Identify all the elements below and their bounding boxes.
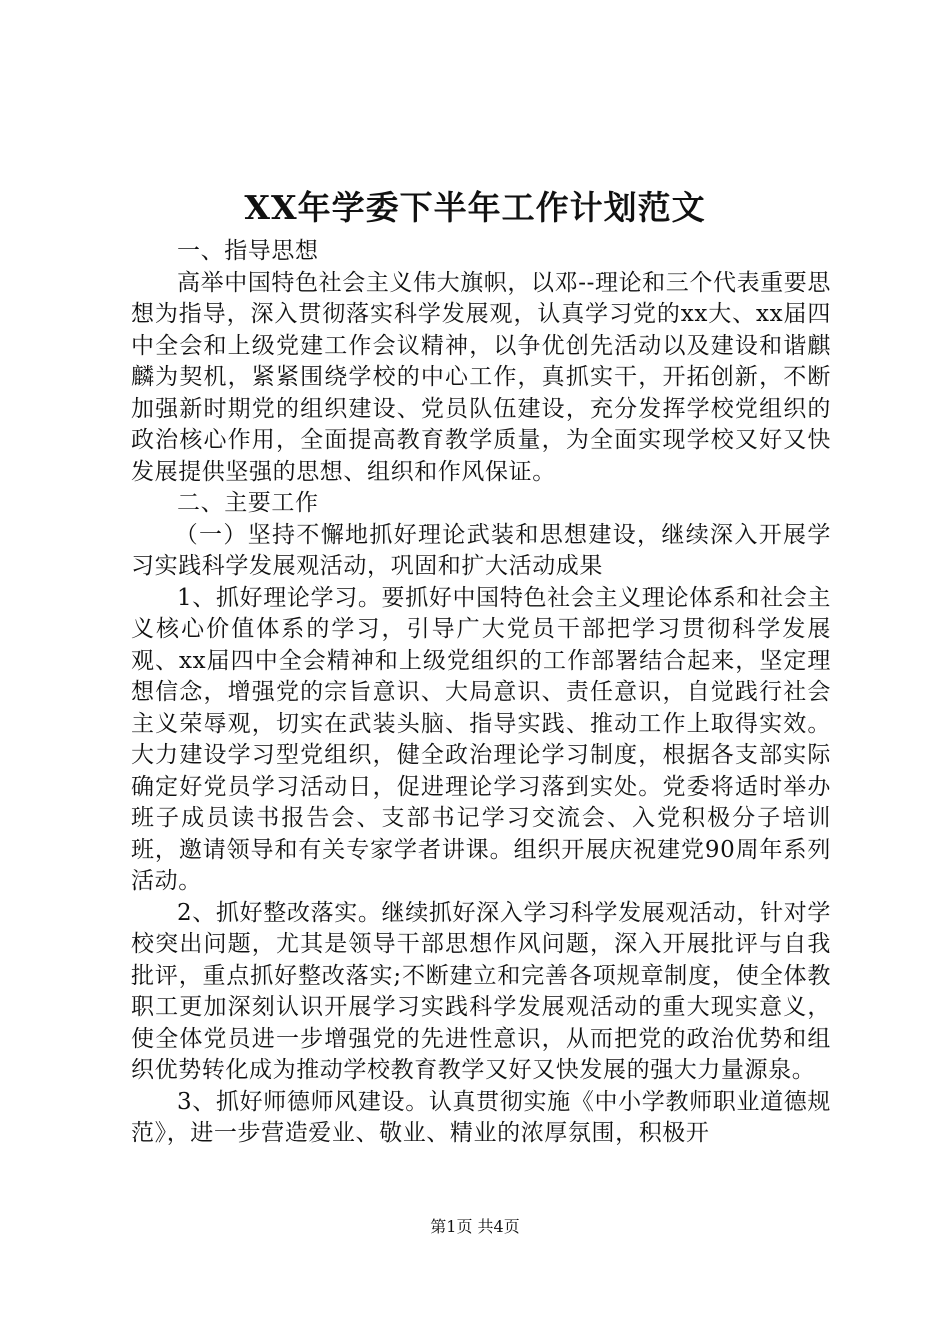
document-title: XX年学委下半年工作计划范文 — [244, 188, 706, 227]
paragraph-guiding-ideology: 高举中国特色社会主义伟大旗帜，以邓--理论和三个代表重要思想为指导，深入贯彻落实科学发展观，认真学习党的xx大、xx届四中全会和上级党建工作会议精神，以争优创先活动以及建设和谐麒麟为契机，紧紧围绕学校的中心工作，真抓实干，开拓创新，不断加强新时期党的组织建设、党员队伍建设，充分发挥学校党组织的政治核心作用，全面提高教育教学质量，为全面实现学校又好又快发展提供坚强的思想、组织和作风保证。 — [131, 269, 832, 485]
section-heading-guiding-ideology: 一、指导思想 — [177, 238, 319, 264]
document-body — [131, 236, 831, 1150]
page-number-footer: 第1页 共4页 — [430, 1217, 520, 1236]
paragraph-rectification: 2、抓好整改落实。继续抓好深入学习科学发展观活动，针对学校突出问题，尤其是领导干部思想作风问题，深入开展批评与自我批评，重点抓好整改落实;不断建立和完善各项规章制度，使全体教职工更加深刻认识开展学习实践科学发展观活动的重大现实意义，使全体党员进一步增强党的先进性意识，从而把党的政治优势和组织优势转化成为推动学校教育教学又好又快发展的强大力量源泉。 — [131, 899, 831, 1083]
paragraph-theory-study: 1、抓好理论学习。要抓好中国特色社会主义理论体系和社会主义核心价值体系的学习，引导广大党员干部把学习贯彻科学发展观、xx届四中全会精神和上级党组织的工作部署结合起来，坚定理想信念，增强党的宗旨意识、大局意识、责任意识，自觉践行社会主义荣辱观，切实在武装头脑、指导实践、推动工作上取得实效。大力建设学习型党组织，健全政治理论学习制度，根据各支部实际确定好党员学习活动日，促进理论学习落到实处。党委将适时举办班子成员读书报告会、支部书记学习交流会、入党积极分子培训班，邀请领导和有关专家学者讲课。组织开展庆祝建党90周年系列活动。 — [131, 584, 831, 894]
paragraph-teacher-ethics: 3、抓好师德师风建设。认真贯彻实施《中小学教师职业道德规范》，进一步营造爱业、敬业、精业的浓厚氛围，积极开 — [131, 1088, 831, 1146]
section-heading-main-work: 二、主要工作 — [177, 490, 319, 516]
subsection-heading-theory: （一）坚持不懈地抓好理论武装和思想建设，继续深入开展学习实践科学发展观活动，巩固和扩大活动成果 — [131, 521, 831, 579]
